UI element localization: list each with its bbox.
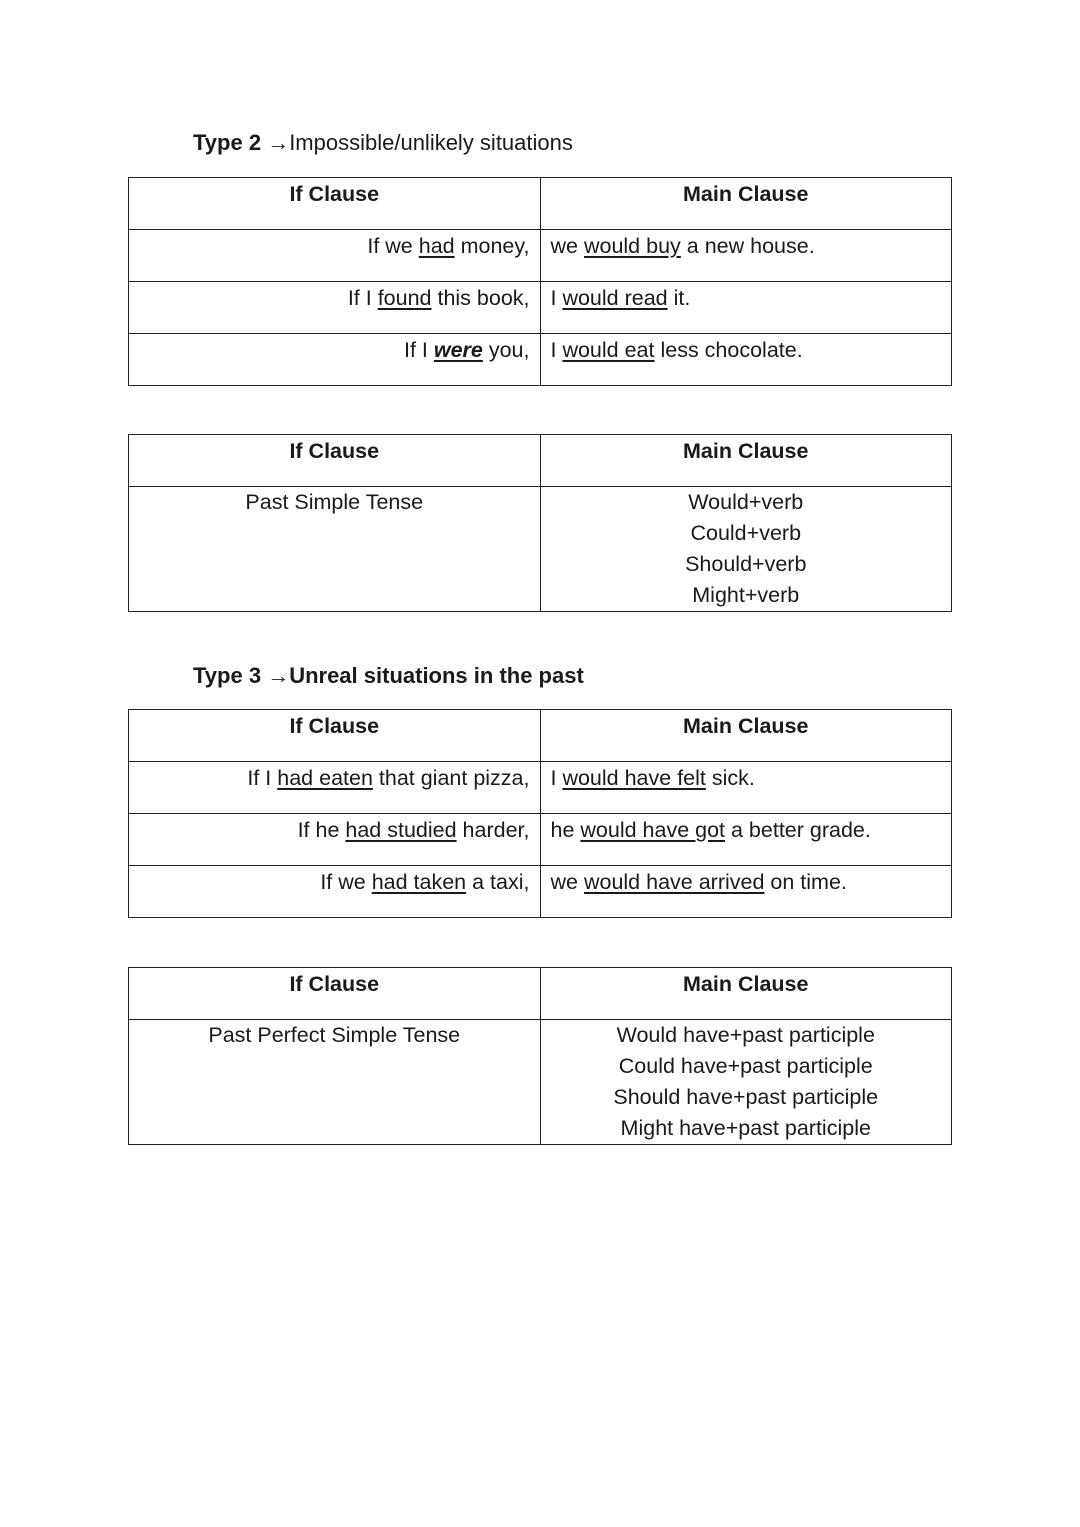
- header-main-clause: Main Clause: [540, 178, 952, 230]
- type2-description: Impossible/unlikely situations: [289, 130, 573, 155]
- type2-form-table: [128, 434, 952, 612]
- text: this book,: [431, 286, 530, 310]
- verb-underlined: found: [377, 286, 432, 310]
- header-main-clause: Main Clause: [540, 968, 952, 1020]
- if-clause-cell: [129, 814, 541, 866]
- type3-heading: [193, 663, 584, 689]
- type3-examples-table: [128, 709, 952, 918]
- if-clause-cell: [129, 762, 541, 814]
- text: If I: [247, 766, 278, 790]
- form-line: Might have+past participle: [620, 1116, 871, 1140]
- if-clause-cell: [129, 866, 541, 918]
- text: a new house.: [680, 234, 815, 258]
- main-form-cell: [540, 1020, 952, 1145]
- header-main-clause: Main Clause: [540, 435, 952, 487]
- type2-heading: [193, 130, 573, 156]
- text: less chocolate.: [654, 338, 803, 362]
- text: I: [550, 338, 563, 362]
- table-row: [129, 762, 952, 814]
- type3-label: Type 3: [193, 663, 262, 688]
- table-row: [129, 487, 952, 612]
- form-line: Could have+past participle: [618, 1054, 873, 1078]
- text: a better grade.: [725, 818, 871, 842]
- text: we: [550, 234, 584, 258]
- text: money,: [454, 234, 530, 258]
- main-clause-cell: [540, 282, 952, 334]
- verb-underlined: would have arrived: [583, 870, 765, 894]
- table-row: [129, 866, 952, 918]
- verb-underlined: had studied: [345, 818, 457, 842]
- form-line: Should have+past participle: [613, 1085, 879, 1109]
- text: If we: [320, 870, 372, 894]
- form-line: Should+verb: [685, 552, 807, 576]
- header-main-clause: Main Clause: [540, 710, 952, 762]
- if-clause-cell: [129, 282, 541, 334]
- form-line: Would have+past participle: [616, 1023, 875, 1047]
- main-clause-cell: [540, 762, 952, 814]
- verb-underlined: would have felt: [562, 766, 706, 790]
- verb-underlined: had eaten: [277, 766, 373, 790]
- header-if-clause: If Clause: [129, 968, 541, 1020]
- form-line: Might+verb: [692, 583, 800, 607]
- table-row: [129, 814, 952, 866]
- text: you,: [482, 338, 530, 362]
- if-clause-cell: [129, 334, 541, 386]
- verb-underlined-bold-italic: were: [433, 338, 483, 362]
- verb-underlined: would eat: [562, 338, 655, 362]
- type2-label: Type 2: [193, 130, 262, 155]
- text: sick.: [705, 766, 755, 790]
- header-if-clause: If Clause: [129, 435, 541, 487]
- text: If I: [403, 338, 434, 362]
- header-if-clause: If Clause: [129, 710, 541, 762]
- arrow-icon: →: [267, 663, 290, 688]
- verb-underlined: would have got: [580, 818, 726, 842]
- if-clause-cell: [129, 230, 541, 282]
- text: If I: [347, 286, 378, 310]
- table-header-row: [129, 435, 952, 487]
- if-form-cell: Past Perfect Simple Tense: [129, 1020, 541, 1145]
- text: harder,: [456, 818, 530, 842]
- table-header-row: [129, 968, 952, 1020]
- if-form-cell: Past Simple Tense: [129, 487, 541, 612]
- table-header-row: [129, 178, 952, 230]
- main-clause-cell: [540, 230, 952, 282]
- text: he: [550, 818, 581, 842]
- text: we: [550, 870, 584, 894]
- text: I: [550, 766, 563, 790]
- text: I: [550, 286, 563, 310]
- verb-underlined: would buy: [583, 234, 681, 258]
- verb-underlined: had taken: [371, 870, 467, 894]
- table-row: [129, 230, 952, 282]
- form-line: Would+verb: [688, 490, 804, 514]
- type3-description: Unreal situations in the past: [289, 663, 584, 688]
- type2-examples-table: [128, 177, 952, 386]
- verb-underlined: would read: [562, 286, 668, 310]
- table-row: [129, 282, 952, 334]
- arrow-icon: →: [267, 130, 290, 155]
- text: If we: [367, 234, 419, 258]
- verb-underlined: had: [418, 234, 455, 258]
- text: on time.: [764, 870, 847, 894]
- text: If he: [297, 818, 346, 842]
- form-line: Could+verb: [690, 521, 802, 545]
- main-form-cell: [540, 487, 952, 612]
- table-row: [129, 1020, 952, 1145]
- text: it.: [667, 286, 691, 310]
- table-header-row: [129, 710, 952, 762]
- type3-form-table: [128, 967, 952, 1145]
- text: a taxi,: [466, 870, 530, 894]
- main-clause-cell: [540, 866, 952, 918]
- text: that giant pizza,: [372, 766, 530, 790]
- table-row: [129, 334, 952, 386]
- main-clause-cell: [540, 814, 952, 866]
- main-clause-cell: [540, 334, 952, 386]
- header-if-clause: If Clause: [129, 178, 541, 230]
